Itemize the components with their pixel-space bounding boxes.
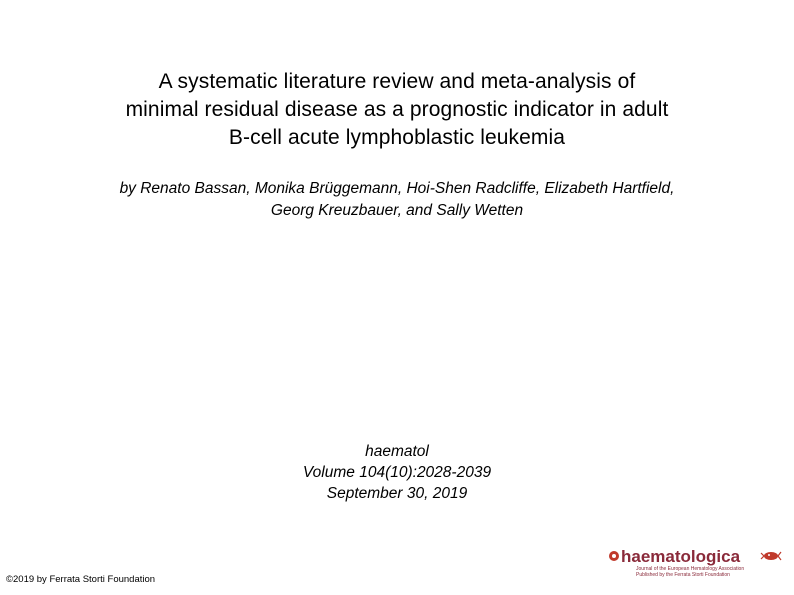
citation-block bbox=[240, 441, 554, 504]
authors-line-1: by Renato Bassan, Monika Brüggemann, Hoi-Shen Radcliffe, Elizabeth Hartfield, bbox=[119, 180, 675, 197]
haematologica-logo bbox=[603, 542, 783, 578]
publication-date: September 30, 2019 bbox=[326, 485, 468, 502]
logo-dot-center bbox=[612, 554, 616, 558]
journal-name: haematol bbox=[365, 443, 429, 460]
haematologica-logo-graphic bbox=[603, 542, 783, 578]
logo-wordmark: haematologica bbox=[621, 547, 741, 566]
title-line-3: B-cell acute lymphoblastic leukemia bbox=[228, 126, 566, 149]
slide-title bbox=[40, 68, 754, 152]
authors-line-2: Georg Kreuzbauer, and Sally Wetten bbox=[270, 202, 524, 219]
association-emblem-icon bbox=[761, 552, 781, 560]
author-list bbox=[40, 178, 754, 222]
title-line-1: A systematic literature review and meta-analysis of bbox=[158, 70, 636, 93]
logo-tagline-1: Journal of the European Hematology Association bbox=[636, 566, 745, 572]
volume-pages: Volume 104(10):2028-2039 bbox=[302, 464, 492, 481]
title-line-2: minimal residual disease as a prognostic indicator in adult bbox=[125, 98, 669, 121]
copyright-notice: ©2019 by Ferrata Storti Foundation bbox=[6, 574, 156, 585]
logo-tagline-2: Published by the Ferrata Storti Foundation bbox=[636, 572, 730, 578]
